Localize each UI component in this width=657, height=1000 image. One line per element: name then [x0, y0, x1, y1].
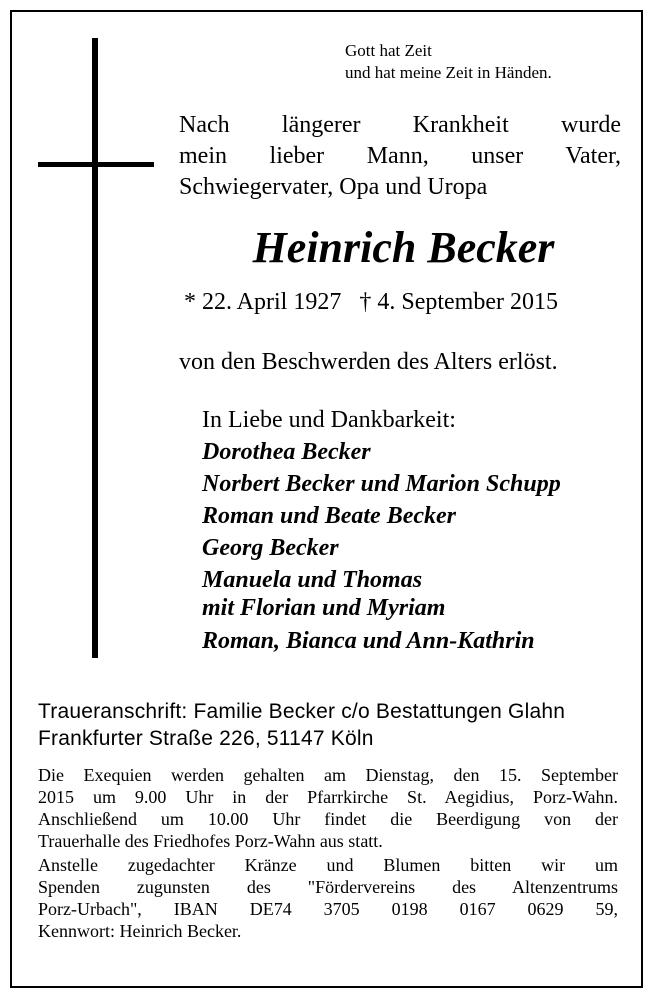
- birth-date: * 22. April 1927: [184, 289, 342, 315]
- service-line: Anschließend um 10.00 Uhr findet die Beerdigung von der: [38, 809, 618, 829]
- intro-line-1: Nach längerer Krankheit wurde: [179, 112, 621, 138]
- service-line: 2015 um 9.00 Uhr in der Pfarrkirche St. Aegidius, Porz-Wahn.: [38, 787, 618, 807]
- mourner-item: Manuela und Thomas: [202, 567, 423, 593]
- obituary-notice: [10, 10, 643, 988]
- mourner-item: Roman, Bianca und Ann-Kathrin: [202, 628, 535, 654]
- life-dates: [184, 289, 558, 316]
- donation-line: Spenden zugunsten des "Fördervereins des Altenzentrums: [38, 877, 618, 897]
- intro-line-2: mein lieber Mann, unser Vater,: [179, 143, 621, 169]
- service-line: Trauerhalle des Friedhofes Porz-Wahn aus statt.: [38, 831, 383, 851]
- cross-icon-horizontal-bar: [38, 162, 154, 167]
- thanks-line: In Liebe und Dankbarkeit:: [202, 407, 456, 433]
- address-line-2: Frankfurter Straße 226, 51147 Köln: [38, 727, 374, 750]
- mourner-item: mit Florian und Myriam: [202, 595, 446, 621]
- service-info: [38, 764, 618, 852]
- mourner-item: Norbert Becker und Marion Schupp: [202, 471, 561, 497]
- donation-line: Porz-Urbach", IBAN DE74 3705 0198 0167 0629 59,: [38, 899, 618, 919]
- intro-line-3: Schwiegervater, Opa und Uropa: [179, 174, 488, 200]
- donation-info: [38, 854, 618, 942]
- mourners-list: [202, 436, 561, 657]
- mourner-item: Dorothea Becker: [202, 439, 371, 465]
- deceased-name: Heinrich Becker: [252, 223, 555, 272]
- motto: [345, 40, 552, 84]
- service-line: Die Exequien werden gehalten am Dienstag, den 15. September: [38, 765, 618, 785]
- death-date: † 4. September 2015: [359, 289, 558, 315]
- donation-line: Kennwort: Heinrich Becker.: [38, 921, 242, 941]
- mourning-address: [38, 698, 565, 752]
- cross-icon-vertical-bar: [92, 38, 98, 658]
- motto-line-2: und hat meine Zeit in Händen.: [345, 63, 552, 82]
- mourner-item: Georg Becker: [202, 535, 339, 561]
- relief-text: von den Beschwerden des Alters erlöst.: [179, 349, 558, 375]
- mourner-item: Roman und Beate Becker: [202, 503, 457, 529]
- intro-text: [179, 110, 621, 203]
- motto-line-1: Gott hat Zeit: [345, 41, 432, 60]
- donation-line: Anstelle zugedachter Kränze und Blumen bitten wir um: [38, 855, 618, 875]
- address-line-1: Traueranschrift: Familie Becker c/o Bestattungen Glahn: [38, 700, 566, 723]
